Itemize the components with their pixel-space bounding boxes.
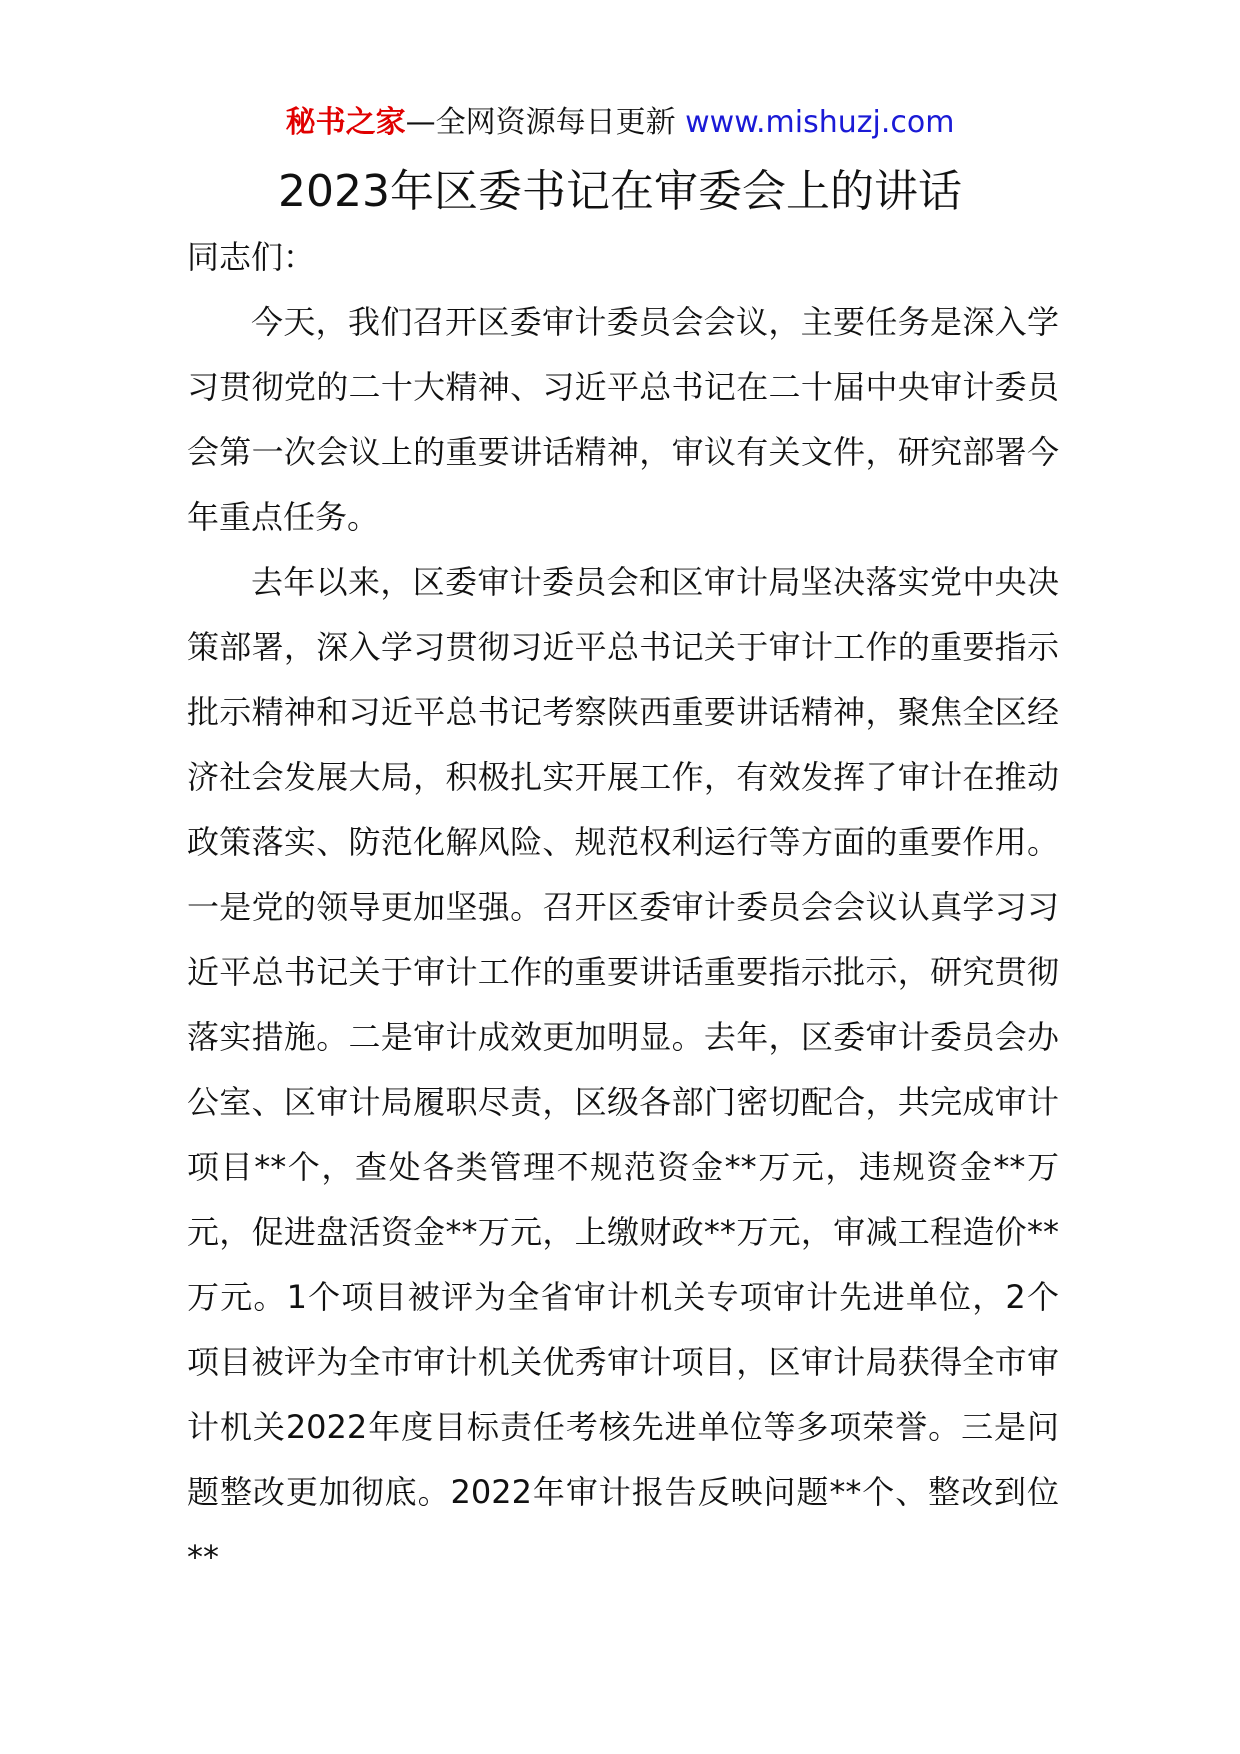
site-header xyxy=(0,100,1240,146)
document-body xyxy=(187,225,1059,1590)
paragraph-2: 去年以来，区委审计委员会和区审计局坚决落实党中央决策部署，深入学习贯彻习近平总书记关于审计工作的重要指示批示精神和习近平总书记考察陕西重要讲话精神，聚焦全区经济社会发展大局，积极扎实开展工作，有效发挥了审计在推动政策落实、防范化解风险、规范权利运行等方面的重要作用。一是党的领导更加坚强。召开区委审计委员会会议认真学习习近平总书记关于审计工作的重要讲话重要指示批示，研究贯彻落实措施。二是审计成效更加明显。去年，区委审计委员会办公室、区审计局履职尽责，区级各部门密切配合，共完成审计项目**个，查处各类管理不规范资金**万元，违规资金**万元，促进盘活资金**万元，上缴财政**万元，审减工程造价**万元。1个项目被评为全省审计机关专项审计先进单位，2个项目被评为全市审计机关优秀审计项目，区审计局获得全市审计机关2022年度目标责任考核先进单位等多项荣誉。三是问题整改更加彻底。2022年审计报告反映问题**个、整改到位** xyxy=(187,563,1059,1576)
salutation: 同志们： xyxy=(187,238,316,276)
header-tagline: —全网资源每日更新 xyxy=(405,105,676,140)
brand-name: 秘书之家 xyxy=(285,105,406,140)
document-title: 2023年区委书记在审委会上的讲话 xyxy=(278,166,962,217)
paragraph-1: 今天，我们召开区委审计委员会会议，主要任务是深入学习贯彻党的二十大精神、习近平总书记在二十届中央审计委员会第一次会议上的重要讲话精神，审议有关文件，研究部署今年重点任务。 xyxy=(187,303,1059,536)
site-url-link[interactable]: www.mishuzj.com xyxy=(685,105,955,140)
